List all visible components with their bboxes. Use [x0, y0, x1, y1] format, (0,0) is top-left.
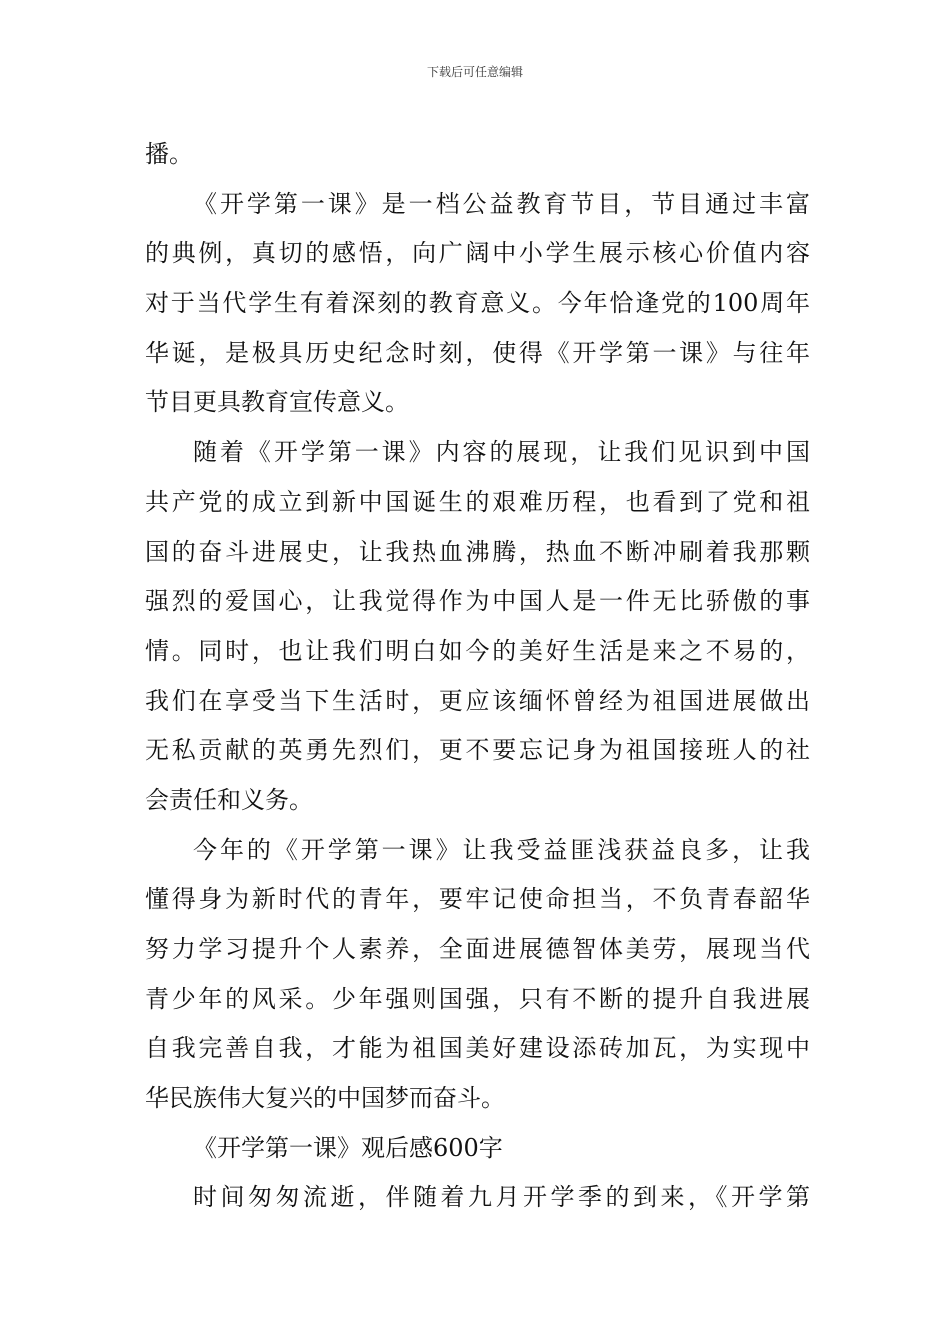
- text-line: 的典例，真切的感悟，向广阔中小学生展示核心价值内容: [145, 239, 810, 268]
- text-line: 华民族伟大复兴的中国梦而奋斗。: [145, 1084, 505, 1113]
- text-line: 《开学第一课》是一档公益教育节目，节目通过丰富: [193, 189, 810, 218]
- text-line: 华诞，是极具历史纪念时刻，使得《开学第一课》与往年: [145, 338, 810, 367]
- page-header: 下载后可任意编辑: [426, 65, 523, 79]
- text-line: 自我完善自我，才能为祖国美好建设添砖加瓦，为实现中: [145, 1034, 810, 1063]
- text-line: 我们在享受当下生活时，更应该缅怀曾经为祖国进展做出: [145, 686, 810, 715]
- text-line: 情。同时，也让我们明白如今的美好生活是来之不易的，: [145, 636, 810, 665]
- text-line: 共产党的成立到新中国诞生的艰难历程，也看到了党和祖: [145, 487, 810, 516]
- body-text: [145, 130, 810, 1223]
- text-line: 随着《开学第一课》内容的展现，让我们见识到中国: [193, 438, 810, 467]
- text-line: 《开学第一课》观后感600字: [193, 1133, 503, 1162]
- text-line: 会责任和义务。: [145, 785, 313, 814]
- text-line: 今年的《开学第一课》让我受益匪浅获益良多，让我: [193, 835, 810, 864]
- text-line: 对于当代学生有着深刻的教育意义。今年恰逢党的100周年: [145, 289, 810, 318]
- text-line: 强烈的爱国心，让我觉得作为中国人是一件无比骄傲的事: [145, 587, 810, 616]
- text-line: 时间匆匆流逝，伴随着九月开学季的到来，《开学第: [193, 1183, 810, 1212]
- text-line: 国的奋斗进展史，让我热血沸腾，热血不断冲刷着我那颗: [145, 537, 810, 566]
- text-line: 播。: [145, 140, 193, 168]
- text-line: 青少年的风采。少年强则国强，只有不断的提升自我进展: [145, 984, 810, 1013]
- text-line: 节目更具教育宣传意义。: [145, 388, 409, 417]
- text-line: 努力学习提升个人素养，全面进展德智体美劳，展现当代: [145, 935, 810, 963]
- text-line: 无私贡献的英勇先烈们，更不要忘记身为祖国接班人的社: [145, 736, 810, 765]
- text-line: 懂得身为新时代的青年，要牢记使命担当，不负青春韶华: [145, 885, 810, 914]
